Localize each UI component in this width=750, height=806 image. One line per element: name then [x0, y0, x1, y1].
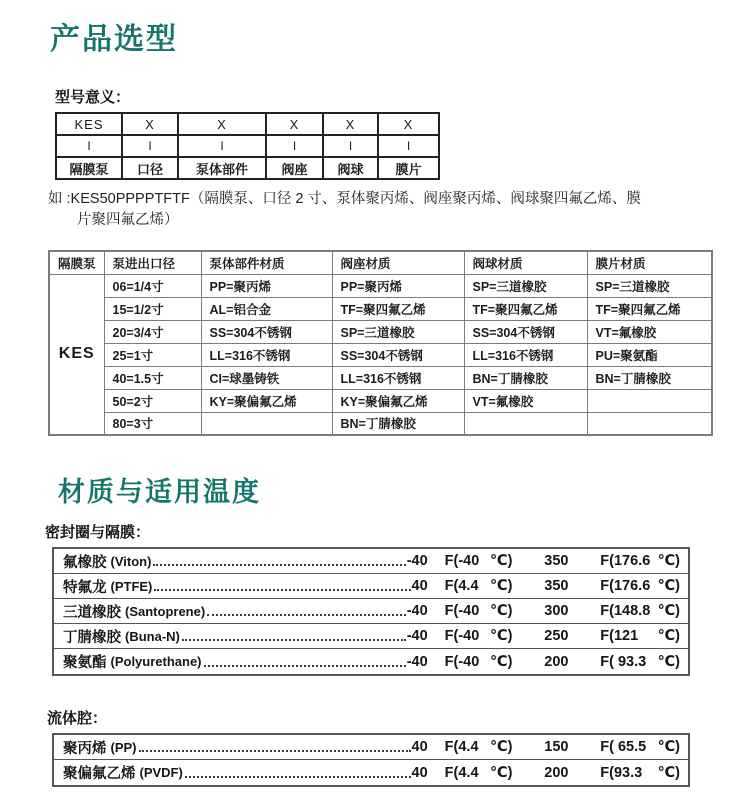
material-name-en: (Santoprene)	[125, 603, 206, 619]
table-cell: PU=聚氨酯	[587, 343, 712, 366]
celsius-unit: ℃)	[490, 653, 513, 670]
model-code-cell: X	[178, 113, 266, 135]
max-temp-f: 350	[544, 553, 569, 569]
max-temp-f: 150	[544, 739, 569, 755]
model-meaning-cell: 口径	[122, 157, 178, 179]
table-cell: 20=3/4寸	[104, 320, 201, 343]
celsius-unit: ℃)	[490, 578, 513, 594]
selection-header: 阀座材质	[332, 251, 464, 274]
max-temp-c: F(121	[600, 628, 639, 644]
min-temp-f: 40	[411, 578, 428, 594]
table-cell	[464, 412, 587, 435]
min-temp-f: 40	[411, 739, 428, 755]
table-cell: 15=1/2寸	[104, 297, 201, 320]
max-temp-c: F(148.8	[600, 603, 651, 619]
selection-table	[48, 250, 713, 436]
table-cell: LL=316不锈钢	[201, 343, 332, 366]
model-example	[48, 189, 708, 231]
selection-header: 膜片材质	[587, 251, 712, 274]
min-temp-c: F(4.4	[444, 578, 479, 594]
table-cell: KY=聚偏氟乙烯	[332, 389, 464, 412]
celsius-unit: ℃)	[657, 764, 680, 781]
material-name-en: (PTFE)	[110, 578, 153, 594]
max-temp-f: 300	[544, 603, 569, 619]
celsius-unit: ℃)	[657, 739, 680, 755]
dot-leader	[139, 750, 411, 752]
table-row	[54, 599, 688, 624]
model-meaning-cell: 膜片	[378, 157, 439, 179]
table-cell: TF=聚四氟乙烯	[464, 297, 587, 320]
min-temp-c: F(4.4	[444, 739, 479, 755]
table-cell: 40=1.5寸	[104, 366, 201, 389]
table-cell: BN=丁腈橡胶	[587, 366, 712, 389]
model-meaning-cell: 泵体部件	[178, 157, 266, 179]
table-cell: SP=三道橡胶	[332, 320, 464, 343]
model-meaning-cell: 隔膜泵	[56, 157, 122, 179]
celsius-unit: ℃)	[490, 628, 513, 644]
celsius-unit: ℃)	[657, 603, 680, 619]
min-temp-c: F(4.4	[444, 764, 479, 781]
min-temp-f: 40	[411, 764, 428, 781]
table-row	[54, 649, 688, 674]
material-name: 聚丙烯	[63, 740, 107, 757]
table-cell: SS=304不锈钢	[332, 343, 464, 366]
table-row	[54, 624, 688, 649]
table-cell: TF=聚四氟乙烯	[332, 297, 464, 320]
material-name: 三道橡胶	[63, 604, 121, 621]
fluid-temperature-table	[52, 733, 690, 787]
selection-series-value: KES	[49, 274, 104, 435]
table-cell: SP=三道橡胶	[587, 274, 712, 297]
min-temp-f: -40	[406, 628, 428, 644]
max-temp-c: F( 65.5	[600, 739, 647, 755]
model-bar-cell: I	[378, 135, 439, 157]
dot-leader	[182, 639, 406, 641]
table-row	[54, 574, 688, 599]
selection-header: 阀球材质	[464, 251, 587, 274]
celsius-unit: ℃)	[657, 553, 680, 569]
model-example-line1: 如 :KES50PPPPTFTF（隔膜泵、口径 2 寸、泵体聚丙烯、阀座聚丙烯、阀球聚四氟乙烯、膜	[48, 191, 641, 207]
table-cell: 80=3寸	[104, 412, 201, 435]
table-cell	[587, 412, 712, 435]
material-name-en: (PVDF)	[139, 765, 183, 780]
table-cell: SP=三道橡胶	[464, 274, 587, 297]
min-temp-c: F(-40	[444, 553, 480, 569]
table-row	[54, 735, 688, 760]
table-cell: BN=丁腈橡胶	[464, 366, 587, 389]
model-code-cell: X	[266, 113, 323, 135]
material-name-en: (Polyurethane)	[110, 654, 202, 669]
model-meaning-cell: 阀球	[323, 157, 378, 179]
max-temp-c: F(176.6	[600, 578, 651, 594]
celsius-unit: ℃)	[490, 764, 513, 781]
celsius-unit: ℃)	[657, 578, 680, 594]
fluid-section-label: 流体腔：	[47, 710, 108, 727]
table-row	[54, 760, 688, 785]
table-cell: 50=2寸	[104, 389, 201, 412]
table-cell: TF=聚四氟乙烯	[587, 297, 712, 320]
min-temp-c: F(-40	[444, 653, 480, 670]
min-temp-f: -40	[406, 553, 428, 569]
celsius-unit: ℃)	[657, 628, 680, 644]
model-code-cell: X	[122, 113, 178, 135]
table-row	[49, 366, 712, 389]
model-example-line2: 片聚四氟乙烯）	[77, 212, 179, 228]
table-cell: CI=球墨铸铁	[201, 366, 332, 389]
table-cell	[201, 412, 332, 435]
table-cell: SS=304不锈钢	[464, 320, 587, 343]
dot-leader	[154, 589, 410, 591]
max-temp-c: F(176.6	[600, 553, 651, 569]
model-code-cell: X	[323, 113, 378, 135]
table-row	[49, 343, 712, 366]
material-name: 聚偏氟乙烯	[63, 766, 136, 782]
celsius-unit: ℃)	[490, 553, 513, 569]
material-name-en: (PP)	[110, 739, 137, 755]
material-name: 聚氨酯	[63, 655, 107, 671]
table-cell: VT=氟橡胶	[464, 389, 587, 412]
dot-leader	[153, 564, 405, 566]
table-row	[49, 320, 712, 343]
model-bar-row	[56, 135, 439, 157]
model-bar-cell: I	[122, 135, 178, 157]
model-code-row	[56, 113, 439, 135]
table-row	[54, 549, 688, 574]
dot-leader	[185, 776, 411, 778]
table-cell: VT=氟橡胶	[587, 320, 712, 343]
table-cell: BN=丁腈橡胶	[332, 412, 464, 435]
min-temp-f: -40	[406, 603, 428, 619]
model-meaning-row	[56, 157, 439, 179]
table-row	[49, 389, 712, 412]
selection-header-series: 隔膜泵	[49, 251, 104, 274]
max-temp-f: 250	[544, 628, 569, 644]
max-temp-f: 200	[544, 764, 569, 781]
material-name: 特氟龙	[63, 579, 107, 596]
material-name: 氟橡胶	[63, 554, 107, 571]
celsius-unit: ℃)	[657, 653, 680, 670]
min-temp-c: F(-40	[444, 603, 480, 619]
model-bar-cell: I	[266, 135, 323, 157]
model-bar-cell: I	[323, 135, 378, 157]
seal-temperature-table	[52, 547, 690, 676]
section-title-materials: 材质与适用温度	[58, 477, 261, 507]
table-cell: KY=聚偏氟乙烯	[201, 389, 332, 412]
model-code-cell: X	[378, 113, 439, 135]
table-row	[49, 274, 712, 297]
table-cell: PP=聚丙烯	[332, 274, 464, 297]
max-temp-f: 350	[544, 578, 569, 594]
table-row	[49, 412, 712, 435]
selection-header-row	[49, 251, 712, 274]
table-cell: 06=1/4寸	[104, 274, 201, 297]
material-name: 丁腈橡胶	[63, 629, 121, 646]
model-meaning-cell: 阀座	[266, 157, 323, 179]
table-cell: AL=铝合金	[201, 297, 332, 320]
page-title: 产品选型	[50, 23, 178, 56]
max-temp-f: 200	[544, 653, 569, 670]
table-row	[49, 297, 712, 320]
table-cell: 25=1寸	[104, 343, 201, 366]
celsius-unit: ℃)	[490, 603, 513, 619]
max-temp-c: F(93.3	[600, 764, 643, 781]
model-meaning-table	[55, 112, 440, 180]
model-code-cell: KES	[56, 113, 122, 135]
table-cell: SS=304不锈钢	[201, 320, 332, 343]
selection-header: 泵进出口径	[104, 251, 201, 274]
model-bar-cell: I	[178, 135, 266, 157]
table-cell	[587, 389, 712, 412]
max-temp-c: F( 93.3	[600, 653, 647, 670]
material-name-en: (Viton)	[110, 553, 152, 569]
model-bar-cell: I	[56, 135, 122, 157]
table-cell: LL=316不锈钢	[464, 343, 587, 366]
material-name-en: (Buna-N)	[125, 628, 180, 644]
table-cell: LL=316不锈钢	[332, 366, 464, 389]
min-temp-f: -40	[406, 653, 428, 670]
seal-section-label: 密封圈与隔膜：	[45, 524, 151, 541]
celsius-unit: ℃)	[490, 739, 513, 755]
model-meaning-label: 型号意义：	[55, 89, 131, 106]
dot-leader	[204, 665, 406, 667]
table-cell: PP=聚丙烯	[201, 274, 332, 297]
selection-header: 泵体部件材质	[201, 251, 332, 274]
dot-leader	[207, 614, 406, 616]
min-temp-c: F(-40	[444, 628, 480, 644]
